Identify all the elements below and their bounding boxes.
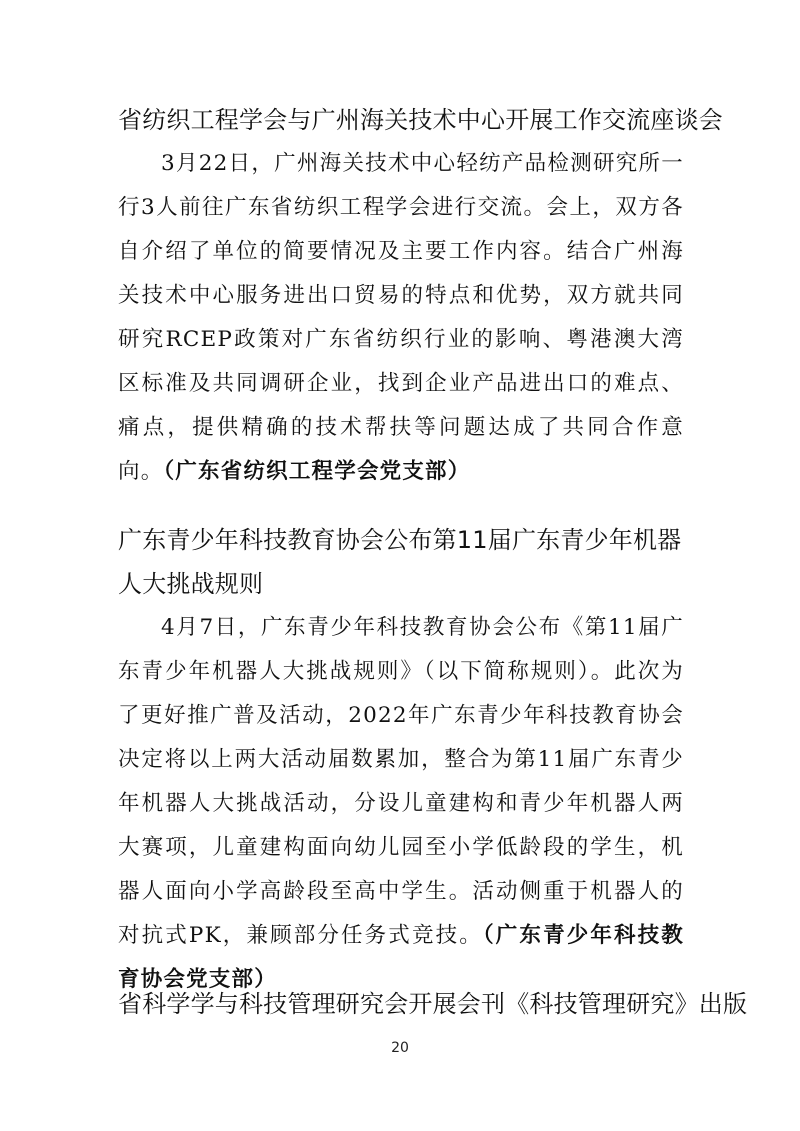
article-2-source: （广东青少年科技教育协会党支部） [118,923,684,992]
article-2-body-text: 4月7日，广东青少年科技教育协会公布《第11届广东青少年机器人大挑战规则》（以下简称规则）。此次为了更好推广普及活动，2022年广东青少年科技教育协会决定将以上两大活动届数累加，整合为第11届广东青少年机器人大挑战活动，分设儿童建构和青少年机器人两大赛项，儿童建构面向幼儿园至小学低龄段的学生，机器人面向小学高龄段至高中学生。活动侧重于机器人的对抗式PK，兼顾部分任务式竞技。 [118,615,684,948]
article-1-title: 省纺织工程学会与广州海关技术中心开展工作交流座谈会 [118,106,723,134]
article-2-title: 广东青少年科技教育协会公布第11届广东青少年机器人大挑战规则 [118,526,682,598]
article-1-source: （广东省纺织工程学会党支部） [163,459,471,484]
page-number: 20 [391,1040,409,1056]
article-1-body [118,142,684,494]
article-2-body [118,606,684,1002]
article-1-body-text: 3月22日，广州海关技术中心轻纺产品检测研究所一行3人前往广东省纺织工程学会进行交流。会上，双方各自介绍了单位的简要情况及主要工作内容。结合广州海关技术中心服务进出口贸易的特点和优势，双方就共同研究RCEP政策对广东省纺织行业的影响、粤港澳大湾区标准及共同调研企业，找到企业产品进出口的难点、痛点，提供精确的技术帮扶等问题达成了共同合作意向。 [118,151,684,484]
article-3-title: 省科学学与科技管理研究会开展会刊《科技管理研究》出版 [118,990,748,1018]
